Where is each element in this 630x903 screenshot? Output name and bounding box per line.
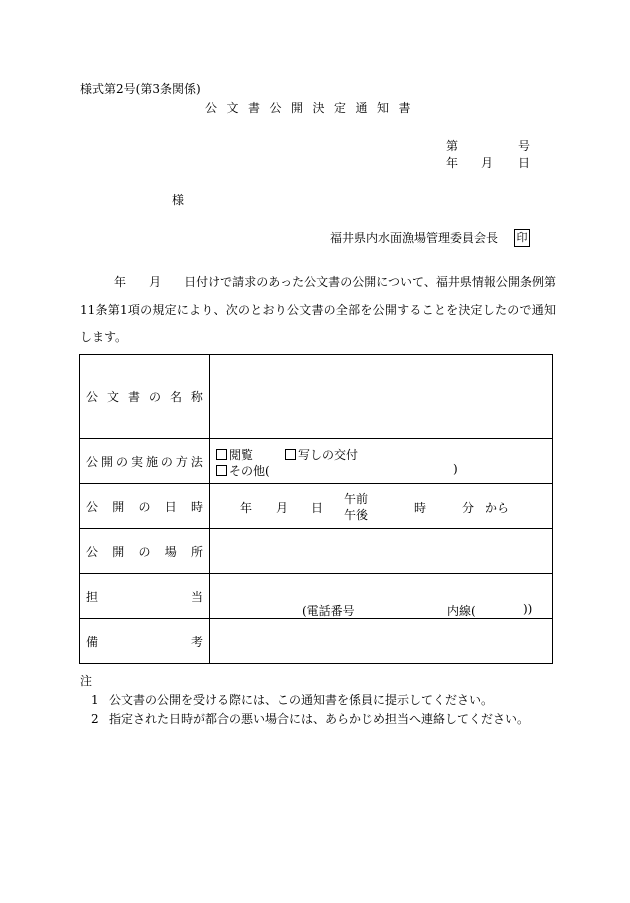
method-label: [80, 439, 210, 484]
issue-date-year: 年: [446, 156, 459, 170]
table-row-place: [80, 529, 553, 574]
method-value: [210, 439, 553, 484]
form-number: 様式第2号(第3条関係): [80, 82, 201, 96]
datetime-from: から: [485, 501, 510, 515]
label-char: 法: [190, 454, 203, 469]
datetime-month: 月: [276, 501, 289, 515]
label-char: 場: [164, 544, 177, 559]
note-text: 公文書の公開を受ける際には、この通知書を係員に提示してください。: [109, 693, 494, 707]
label-char: 方: [175, 454, 188, 469]
note-text: 指定された日時が都合の悪い場合には、あらかじめ担当へ連絡してください。: [109, 712, 530, 726]
document-name-value[interactable]: [210, 355, 553, 439]
label-char: 称: [190, 390, 203, 404]
other-close-paren: ): [453, 462, 458, 476]
place-value[interactable]: [210, 529, 553, 574]
notice-body: [80, 269, 556, 352]
note-number: 1: [91, 693, 99, 707]
issue-date-month: 月: [481, 156, 494, 170]
table-row-remarks: [80, 619, 553, 664]
document-name-label: [80, 355, 210, 439]
table-row-datetime: [80, 484, 553, 529]
disclosure-table: [79, 354, 553, 664]
table-row-contact: [80, 574, 553, 619]
label-char: 公: [86, 390, 99, 404]
document-title: 公文書公開決定通知書: [205, 101, 421, 115]
label-char: 公: [86, 454, 99, 469]
datetime-value[interactable]: [210, 484, 553, 529]
body-year: 年: [114, 275, 127, 289]
copy-option-label: 写しの交付: [298, 448, 359, 462]
label-char: 備: [86, 634, 99, 649]
viewing-option-label: 閲覧: [229, 448, 254, 462]
label-char: 開: [100, 454, 113, 469]
place-label: [80, 529, 210, 574]
label-char: 実: [130, 454, 143, 469]
label-char: の: [138, 499, 151, 514]
copy-checkbox[interactable]: [285, 449, 296, 460]
label-char: の: [160, 454, 173, 469]
other-option-label: その他(: [229, 464, 270, 478]
seal-stamp: 印: [514, 229, 530, 247]
label-char: の: [148, 390, 161, 404]
extension-close: )): [523, 602, 533, 616]
body-text: 日付けで請求のあった公文書の公開について、福井県情報公開条例第11条第1項の規定により、次のとおり公文書の全部を公開することを決定したので通知します。: [80, 275, 556, 344]
datetime-am: 午前: [344, 492, 369, 506]
number-label: 第: [446, 139, 459, 153]
datetime-year: 年: [240, 501, 253, 515]
label-char: 開: [112, 544, 125, 559]
label-char: 担: [86, 589, 99, 604]
phone-label: (電話番号: [302, 604, 355, 618]
other-checkbox[interactable]: [216, 465, 227, 476]
label-char: 公: [86, 544, 99, 559]
contact-value[interactable]: [210, 574, 553, 619]
extension-label: 内線(: [447, 604, 476, 618]
label-char: 公: [86, 499, 99, 514]
label-char: 名: [169, 390, 182, 404]
datetime-pm: 午後: [344, 508, 369, 522]
label-char: 考: [190, 634, 203, 649]
viewing-checkbox[interactable]: [216, 449, 227, 460]
table-row-method: [80, 439, 553, 484]
remarks-label: [80, 619, 210, 664]
label-char: 当: [190, 589, 203, 604]
datetime-hour: 時: [414, 501, 427, 515]
notes-title: 注: [80, 674, 93, 688]
label-char: の: [138, 544, 151, 559]
note-item: [91, 693, 493, 707]
label-char: 施: [145, 454, 158, 469]
number-suffix: 号: [518, 139, 531, 153]
label-char: 文: [106, 390, 119, 404]
label-char: 日: [164, 499, 177, 514]
datetime-label: [80, 484, 210, 529]
remarks-value[interactable]: [210, 619, 553, 664]
datetime-day: 日: [311, 501, 324, 515]
note-item: [91, 712, 529, 726]
contact-label: [80, 574, 210, 619]
body-month: 月: [149, 275, 162, 289]
table-row-document-name: [80, 355, 553, 439]
label-char: 開: [112, 499, 125, 514]
label-char: 書: [127, 390, 140, 404]
label-char: 時: [190, 499, 203, 514]
issuer-name: 福井県内水面漁場管理委員会長: [330, 231, 499, 245]
datetime-minute: 分: [462, 501, 475, 515]
label-char: の: [115, 454, 128, 469]
issue-date-day: 日: [518, 156, 531, 170]
addressee-honorific: 様: [172, 193, 185, 207]
note-number: 2: [91, 712, 99, 726]
label-char: 所: [190, 544, 203, 559]
